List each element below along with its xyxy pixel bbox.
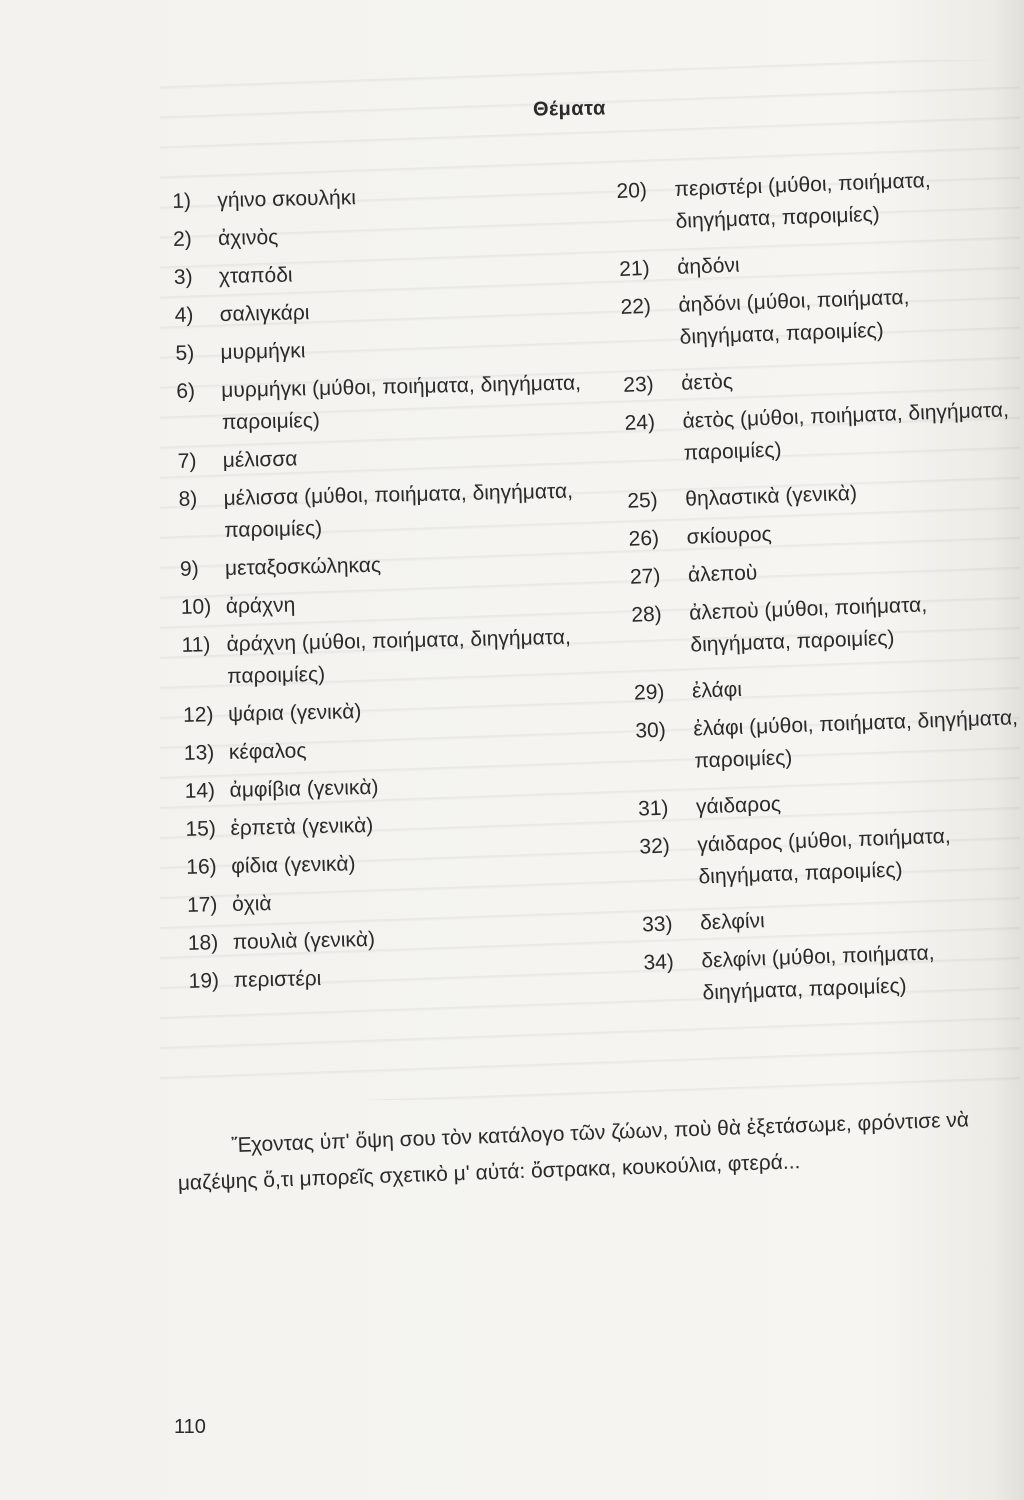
list-item: 17) ὀχιὰ [186, 892, 272, 917]
list-item: 33) δελφίνι [641, 909, 766, 937]
list-item: 29) ἐλάφι [633, 677, 743, 705]
list-item: 11) ἀράχνη (μύθοι, ποιήματα, διηγήματα, παροιμίες) [181, 625, 572, 688]
topics-list-left [172, 177, 609, 1004]
topics-list-right [616, 162, 1024, 1017]
list-item: 20) περιστέρι (μύθοι, ποιήματα, διηγήματα, παροιμίες) [616, 169, 931, 233]
list-item: 5) μυρμήγκι [175, 339, 306, 365]
list-item: 23) ἀετὸς [622, 370, 734, 397]
list-item: 32) γάιδαρος (μύθοι, ποιήματα, διηγήματα, παροιμίες) [639, 824, 952, 889]
list-item: 16) φίδια (γενικὰ) [186, 852, 356, 879]
list-item: 7) μέλισσα [177, 447, 298, 473]
list-item: 18) πουλιὰ (γενικὰ) [187, 927, 376, 955]
list-item: 19) περιστέρι [188, 967, 322, 993]
list-item: 31) γάιδαρος [637, 792, 782, 821]
list-item: 15) ἑρπετὰ (γενικὰ) [185, 813, 374, 841]
list-item: 2) ἀχινὸς [172, 225, 279, 251]
list-item: 8) μέλισσα (μύθοι, ποιήματα, διηγήματα, παροιμίες) [178, 479, 574, 542]
list-item: 3) χταπόδι [173, 263, 293, 289]
page-title: Θέματα [532, 97, 606, 121]
list-item: 34) δελφίνι (μύθοι, ποιήματα, διηγήματα, παροιμίες) [643, 941, 935, 1005]
list-item: 10) ἀράχνη [180, 593, 296, 619]
instruction-paragraph [176, 1101, 1018, 1202]
list-item: 30) ἐλάφι (μύθοι, ποιήματα, διηγήματα, παροιμίες) [634, 706, 1019, 773]
list-item: 14) ἀμφίβια (γενικὰ) [184, 775, 379, 803]
list-item: 1) γήινο σκουλήκι [172, 186, 357, 213]
list-item: 27) ἀλεποὺ [629, 561, 758, 589]
list-item: 28) ἀλεποὺ (μύθοι, ποιήματα, διηγήματα, παροιμίες) [630, 593, 928, 657]
list-item: 9) μεταξοσκώληκας [179, 553, 382, 581]
list-item: 21) ἀηδόνι [618, 253, 740, 281]
list-item: 12) ψάρια (γενικὰ) [182, 700, 362, 727]
page-number: 110 [174, 1416, 206, 1438]
list-item: 13) κέφαλος [183, 739, 307, 765]
list-item: 6) μυρμήγκι (μύθοι, ποιήματα, διηγήματα, παροιμίες) [176, 371, 582, 435]
list-item: 25) θηλαστικὰ (γενικὰ) [626, 481, 858, 513]
list-item: 22) ἀηδόνι (μύθοι, ποιήματα, διηγήματα, παροιμίες) [620, 285, 910, 349]
instruction-text: Ἔχοντας ὑπ' ὄψη σου τὸν κατάλογο τῶν ζώων, ποὺ θὰ ἐξετάσωμε, φρόντισε νὰ μαζέψης ὅ,τι μπορεῖς σχετικὸ μ' αὐτά: ὄστρακα, κουκούλια, φτερά... [177, 1108, 970, 1195]
list-item: 24) ἀετὸς (μύθοι, ποιήματα, διηγήματα, παροιμίες) [624, 398, 1010, 465]
list-item: 4) σαλιγκάρι [174, 301, 310, 327]
list-item: 26) σκίουρος [628, 522, 773, 551]
